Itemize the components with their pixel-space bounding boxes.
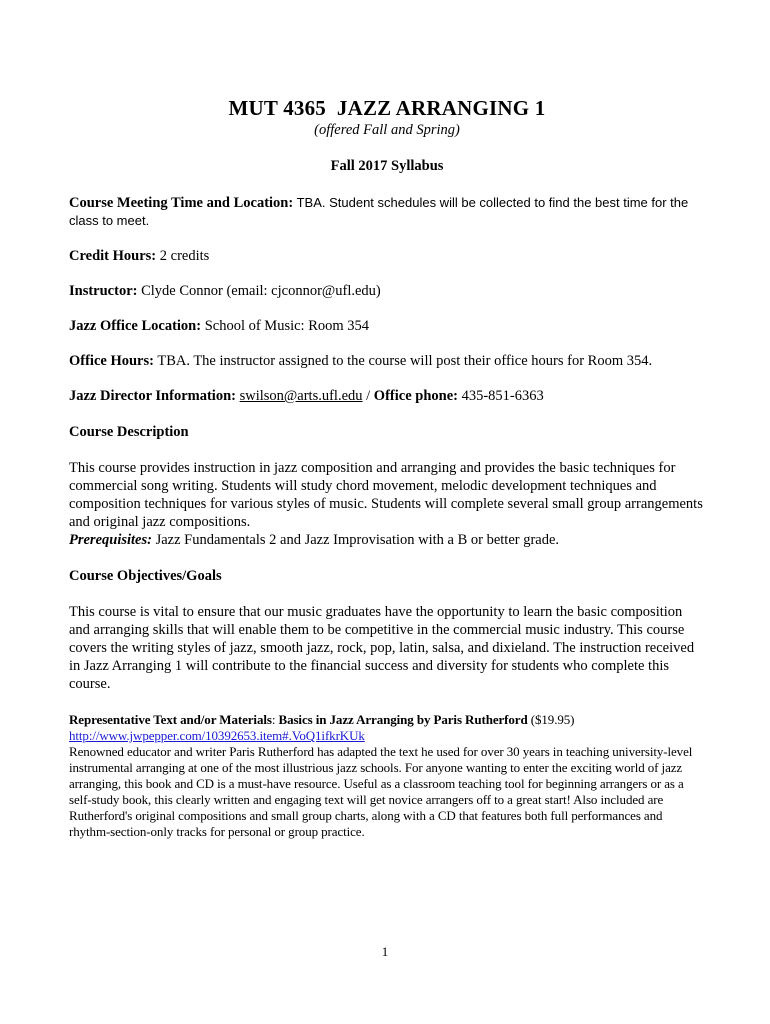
prerequisites-value: Jazz Fundamentals 2 and Jazz Improvisation with a B or better grade. [151, 532, 560, 548]
materials-price: ($19.95) [527, 712, 575, 727]
office-hours-label: Office Hours: [69, 353, 154, 369]
course-description-body: This course provides instruction in jazz composition and arranging and provides the basic techniques for commercial song writing. Students will study chord movement, melodic development techniques and composition techniques for various styles of music. Students will complete several small group arrangements and original jazz compositions. [69, 460, 703, 530]
office-hours-value: TBA. The instructor assigned to the course will post their office hours for Room 354. [153, 353, 653, 369]
instructor-info [69, 283, 705, 300]
office-hours [69, 353, 705, 370]
materials-colon: : [271, 712, 279, 727]
instructor-value: Clyde Connor (email: cjconnor@ufl.edu) [137, 283, 381, 299]
director-label: Jazz Director Information: [69, 388, 236, 404]
materials-blurb: Renowned educator and writer Paris Rutherford has adapted the text he used for over 30 years in teaching university-level instrumental arranging at one of the most illustrious jazz schools. For anyone wanting to enter the exciting world of jazz arranging, this book and CD is a must-have resource. Useful as a classroom teaching tool for beginning arrangers or as a self-study book, this clearly written and engaging text will get novice arrangers off to a great start! Also included are Rutherford's original compositions and small group charts, along with a CD that features both full performances and rhythm-section-only tracks for personal or group practice. [69, 744, 693, 839]
materials-book-title: Basics in Jazz Arranging by Paris Rutherford [278, 712, 528, 727]
meeting-info [69, 194, 705, 230]
instructor-label: Instructor: [69, 283, 138, 299]
objectives-heading: Course Objectives/Goals [69, 568, 222, 584]
syllabus-term: Fall 2017 Syllabus [330, 158, 444, 174]
materials-section [69, 712, 705, 840]
syllabus-page [69, 96, 705, 840]
prerequisites [69, 531, 705, 549]
materials-label: Representative Text and/or Materials [69, 712, 272, 727]
director-separator: / [362, 388, 374, 404]
objectives-body: This course is vital to ensure that our music graduates have the opportunity to learn the basic composition and arranging skills that will enable them to be competitive in the commercial music industry. This course covers the writing styles of jazz, smooth jazz, rock, pop, latin, salsa, and dixieland. The instruction received in Jazz Arranging 1 will contribute to the financial success and diversity for students who complete this course. [69, 604, 695, 692]
meeting-label: Course Meeting Time and Location: [69, 195, 294, 211]
director-email-link[interactable]: swilson@arts.ufl.edu [239, 388, 363, 404]
page-number: 1 [381, 944, 389, 959]
phone-value: 435-851-6363 [457, 388, 544, 404]
meeting-value: TBA. Student schedules will be collected to find the best time for the class to meet. [69, 195, 689, 228]
office-location-label: Jazz Office Location: [69, 318, 202, 334]
credit-value: 2 credits [156, 248, 210, 264]
course-title: MUT 4365 JAZZ ARRANGING 1 [228, 96, 546, 120]
director-info [69, 388, 705, 405]
materials-line [69, 712, 705, 728]
prerequisites-label: Prerequisites: [69, 532, 152, 548]
phone-label: Office phone: [373, 388, 458, 404]
materials-url-link[interactable]: http://www.jwpepper.com/10392653.item#.VoQ1ifkrKUk [69, 728, 365, 743]
credit-label: Credit Hours: [69, 248, 157, 264]
office-location [69, 318, 705, 335]
credit-hours [69, 248, 705, 265]
office-location-value: School of Music: Room 354 [201, 318, 370, 334]
course-description-heading: Course Description [69, 424, 189, 440]
course-offering-note: (offered Fall and Spring) [314, 122, 460, 138]
